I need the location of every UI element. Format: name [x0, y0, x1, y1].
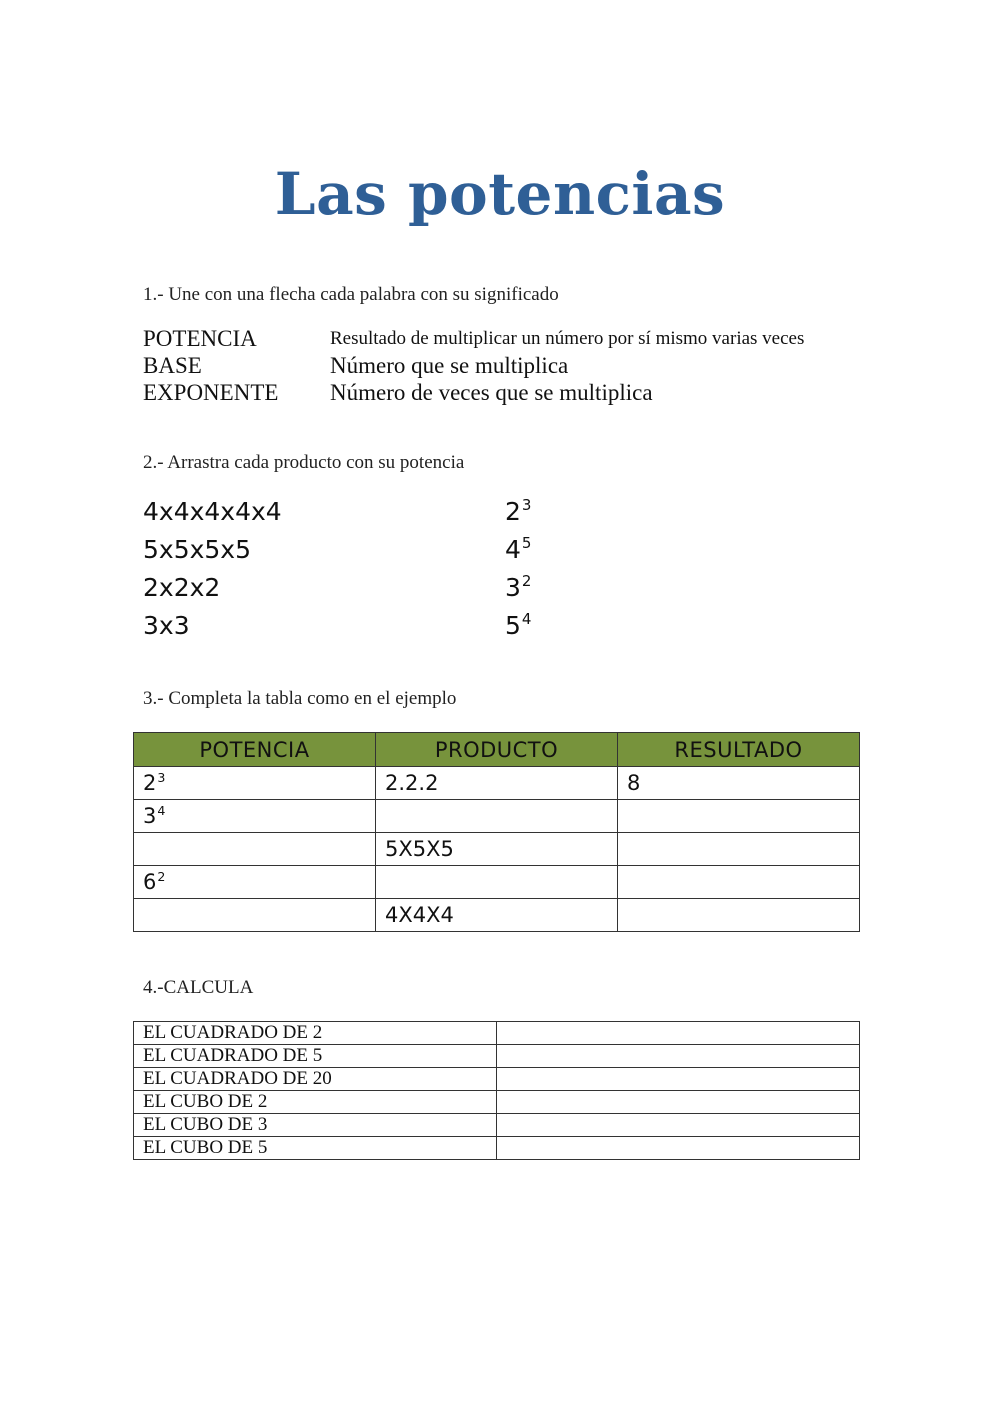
header-resultado: RESULTADO [618, 733, 860, 767]
match-row [143, 535, 643, 573]
table-row [134, 1091, 860, 1114]
product-item[interactable]: 2x2x2 [143, 573, 221, 602]
calc-label: EL CUADRADO DE 2 [134, 1022, 497, 1045]
power-base: 3 [505, 573, 521, 602]
power-base: 4 [505, 535, 521, 564]
table-row [134, 800, 860, 833]
table-row [134, 767, 860, 800]
potencia-cell[interactable] [134, 866, 376, 899]
resultado-cell[interactable] [618, 833, 860, 866]
power-item[interactable] [505, 535, 531, 564]
product-item[interactable]: 3x3 [143, 611, 190, 640]
table-row [134, 1045, 860, 1068]
table-row [134, 1068, 860, 1091]
table-row [134, 899, 860, 932]
producto-cell[interactable]: 2.2.2 [376, 767, 618, 800]
producto-cell[interactable]: 4X4X4 [376, 899, 618, 932]
calc-label: EL CUADRADO DE 5 [134, 1045, 497, 1068]
power-item[interactable] [505, 573, 531, 602]
producto-cell[interactable] [376, 866, 618, 899]
potencia-base: 3 [143, 804, 157, 828]
term-row [143, 380, 863, 407]
table-row [134, 1022, 860, 1045]
power-exponent: 4 [521, 610, 532, 629]
header-producto: PRODUCTO [376, 733, 618, 767]
header-potencia: POTENCIA [134, 733, 376, 767]
match-row [143, 611, 643, 649]
resultado-cell[interactable] [618, 866, 860, 899]
power-exponent: 5 [521, 534, 532, 553]
power-item[interactable] [505, 497, 531, 526]
match-row [143, 573, 643, 611]
resultado-cell[interactable] [618, 800, 860, 833]
term-definition: Número que se multiplica [330, 353, 569, 378]
instruction-3: 3.- Completa la tabla como en el ejemplo [143, 688, 457, 709]
instruction-2: 2.- Arrastra cada producto con su potencia [143, 452, 465, 473]
calc-answer-cell[interactable] [497, 1022, 860, 1045]
term-definition: Resultado de multiplicar un número por sí mismo varias veces [330, 328, 805, 349]
table-row [134, 833, 860, 866]
power-base: 5 [505, 611, 521, 640]
potencia-base: 2 [143, 771, 157, 795]
match-row [143, 497, 643, 535]
potencia-cell[interactable] [134, 767, 376, 800]
table-row [134, 866, 860, 899]
products-matching [143, 497, 643, 649]
power-item[interactable] [505, 611, 531, 640]
table-row [134, 1114, 860, 1137]
product-item[interactable]: 5x5x5x5 [143, 535, 252, 564]
calc-label: EL CUBO DE 2 [134, 1091, 497, 1114]
resultado-cell[interactable]: 8 [618, 767, 860, 800]
term-row [143, 326, 863, 353]
table-header-row [134, 733, 860, 767]
potencia-exponent: 3 [157, 769, 166, 785]
potencia-exponent: 4 [157, 802, 166, 818]
calc-label: EL CUBO DE 5 [134, 1137, 497, 1160]
potencia-exponent: 2 [157, 868, 166, 884]
calcula-table [133, 1021, 860, 1160]
calc-answer-cell[interactable] [497, 1137, 860, 1160]
potencia-cell[interactable] [134, 800, 376, 833]
terms-list [143, 326, 863, 407]
term-row [143, 353, 863, 380]
power-base: 2 [505, 497, 521, 526]
term-word: POTENCIA [143, 326, 257, 351]
page-title: Las potencias [274, 160, 726, 228]
potencia-base: 6 [143, 870, 157, 894]
term-word: EXPONENTE [143, 380, 279, 405]
calc-label: EL CUADRADO DE 20 [134, 1068, 497, 1091]
calc-label: EL CUBO DE 3 [134, 1114, 497, 1137]
potencia-cell[interactable] [134, 833, 376, 866]
producto-cell[interactable] [376, 800, 618, 833]
power-exponent: 3 [521, 496, 532, 515]
calc-answer-cell[interactable] [497, 1091, 860, 1114]
calc-answer-cell[interactable] [497, 1068, 860, 1091]
producto-cell[interactable]: 5X5X5 [376, 833, 618, 866]
instruction-1: 1.- Une con una flecha cada palabra con su significado [143, 284, 559, 305]
potencia-cell[interactable] [134, 899, 376, 932]
powers-table [133, 732, 860, 932]
calc-answer-cell[interactable] [497, 1045, 860, 1068]
table-row [134, 1137, 860, 1160]
calc-answer-cell[interactable] [497, 1114, 860, 1137]
term-definition: Número de veces que se multiplica [330, 380, 653, 405]
resultado-cell[interactable] [618, 899, 860, 932]
product-item[interactable]: 4x4x4x4x4 [143, 497, 282, 526]
instruction-4: 4.-CALCULA [143, 977, 254, 998]
term-word: BASE [143, 353, 202, 378]
power-exponent: 2 [521, 572, 532, 591]
